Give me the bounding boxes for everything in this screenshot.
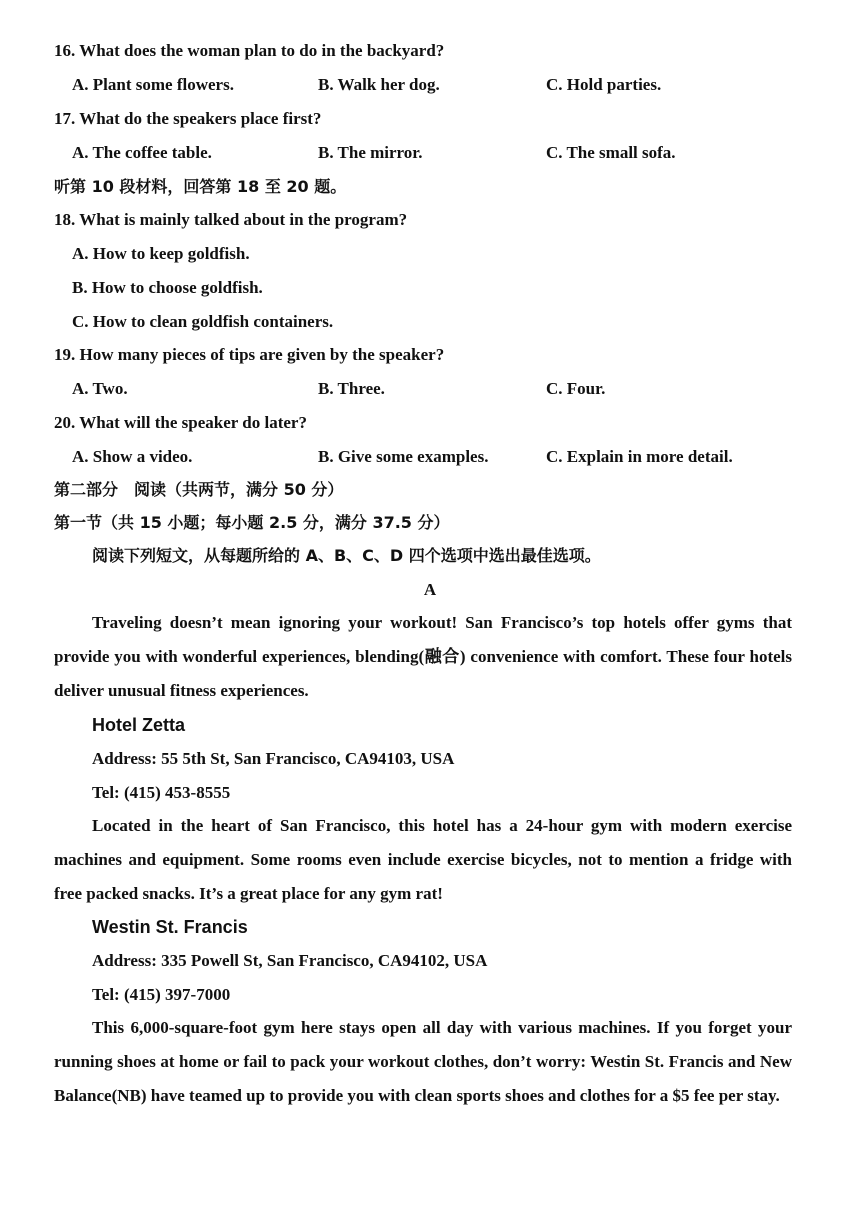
question-19-stem: 19. How many pieces of tips are given by the speaker? (54, 345, 445, 364)
reading-instruction: 阅读下列短文，从每题所给的 A、B、C、D 四个选项中选出最佳选项。 (92, 546, 601, 565)
question-20-stem: 20. What will the speaker do later? (54, 413, 307, 432)
question-16-option-b: B. Walk her dog. (318, 75, 440, 94)
question-19-option-b: B. Three. (318, 379, 385, 398)
reading-part-title: 第二部分 阅读（共两节，满分 50 分） (54, 480, 344, 499)
question-17-option-a: A. The coffee table. (72, 143, 212, 162)
question-20-option-a: A. Show a video. (72, 447, 193, 466)
hotel-address: Address: 335 Powell St, San Francisco, CA94102, USA (92, 951, 488, 970)
hotel-description: This 6,000-square-foot gym here stays open all day with various machines. If you forget your running shoes at home or fail to pack your workout clothes, don’t worry: Westin St. Francis and New Balance(NB) have teamed up to provide you with clean sports shoes and clothes for a $5 fee per stay. (54, 1018, 792, 1105)
question-18-stem: 18. What is mainly talked about in the program? (54, 210, 408, 229)
hotel-name: Westin St. Francis (92, 917, 248, 937)
question-18-option-a: A. How to keep goldfish. (72, 244, 250, 263)
hotel-description: Located in the heart of San Francisco, this hotel has a 24-hour gym with modern exercise machines and equipment. Some rooms even include exercise bicycles, not to mention a fridge with free packed snacks. It’s a great place for any gym rat! (54, 816, 792, 903)
question-19-option-a: A. Two. (72, 379, 128, 398)
hotel-tel: Tel: (415) 453-8555 (92, 783, 231, 802)
question-17-option-c: C. The small sofa. (546, 143, 676, 162)
passage-intro: Traveling doesn’t mean ignoring your workout! San Francisco’s top hotels offer gyms that provide you with wonderful experiences, blending(融合) convenience with comfort. These four hotels deliver unusual fitness experiences. (54, 613, 792, 700)
hotel-name: Hotel Zetta (92, 715, 186, 735)
hotel-tel: Tel: (415) 397-7000 (92, 985, 231, 1004)
question-18-option-b: B. How to choose goldfish. (72, 278, 263, 297)
question-20-option-c: C. Explain in more detail. (546, 447, 733, 466)
question-19-option-c: C. Four. (546, 379, 606, 398)
listening-instruction-10: 听第 10 段材料，回答第 18 至 20 题。 (54, 177, 347, 196)
hotel-address: Address: 55 5th St, San Francisco, CA94103, USA (92, 749, 455, 768)
question-16-option-c: C. Hold parties. (546, 75, 662, 94)
question-17-stem: 17. What do the speakers place first? (54, 109, 322, 128)
question-16-stem: 16. What does the woman plan to do in the backyard? (54, 41, 445, 60)
question-16-option-a: A. Plant some flowers. (72, 75, 234, 94)
passage-label: A (423, 580, 437, 599)
reading-section-title: 第一节（共 15 小题；每小题 2.5 分，满分 37.5 分） (54, 513, 450, 532)
question-20-option-b: B. Give some examples. (318, 447, 489, 466)
question-18-option-c: C. How to clean goldfish containers. (72, 312, 334, 331)
question-17-option-b: B. The mirror. (318, 143, 423, 162)
